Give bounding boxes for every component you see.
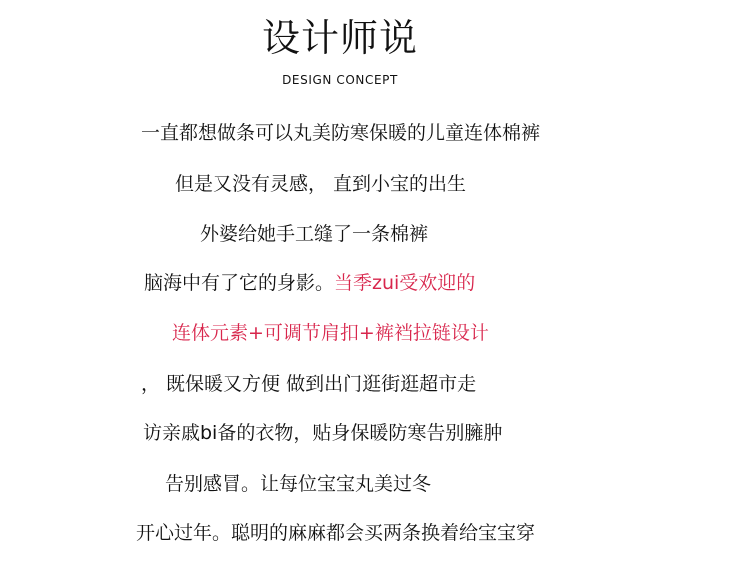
body-line-9: 开心过年。聪明的麻麻都会买两条换着给宝宝穿	[136, 522, 536, 544]
body-line-8: 告别感冒。让每位宝宝丸美过冬	[165, 473, 432, 495]
body-line-2: 但是又没有灵感， 直到小宝的出生	[175, 173, 467, 195]
page-subtitle: DESIGN CONCEPT	[282, 73, 398, 87]
body-line-4	[144, 270, 475, 296]
body-line-4-plain: 脑海中有了它的身影。	[144, 272, 335, 294]
page-title: 设计师说	[261, 16, 418, 60]
body-line-3: 外婆给她手工缝了一条棉裤	[200, 223, 429, 245]
body-line-4-accent: 当季zui受欢迎的	[334, 272, 476, 294]
body-line-7: 访亲戚bi备的衣物，贴身保暖防寒告别臃肿	[143, 422, 503, 444]
body-line-1: 一直都想做条可以丸美防寒保暖的儿童连体棉裤	[141, 122, 541, 144]
body-line-5: 连体元素+可调节肩扣+裤裆拉链设计	[172, 322, 489, 344]
body-line-6: ， 既保暖又方便 做到出门逛街逛超市走	[141, 373, 477, 395]
